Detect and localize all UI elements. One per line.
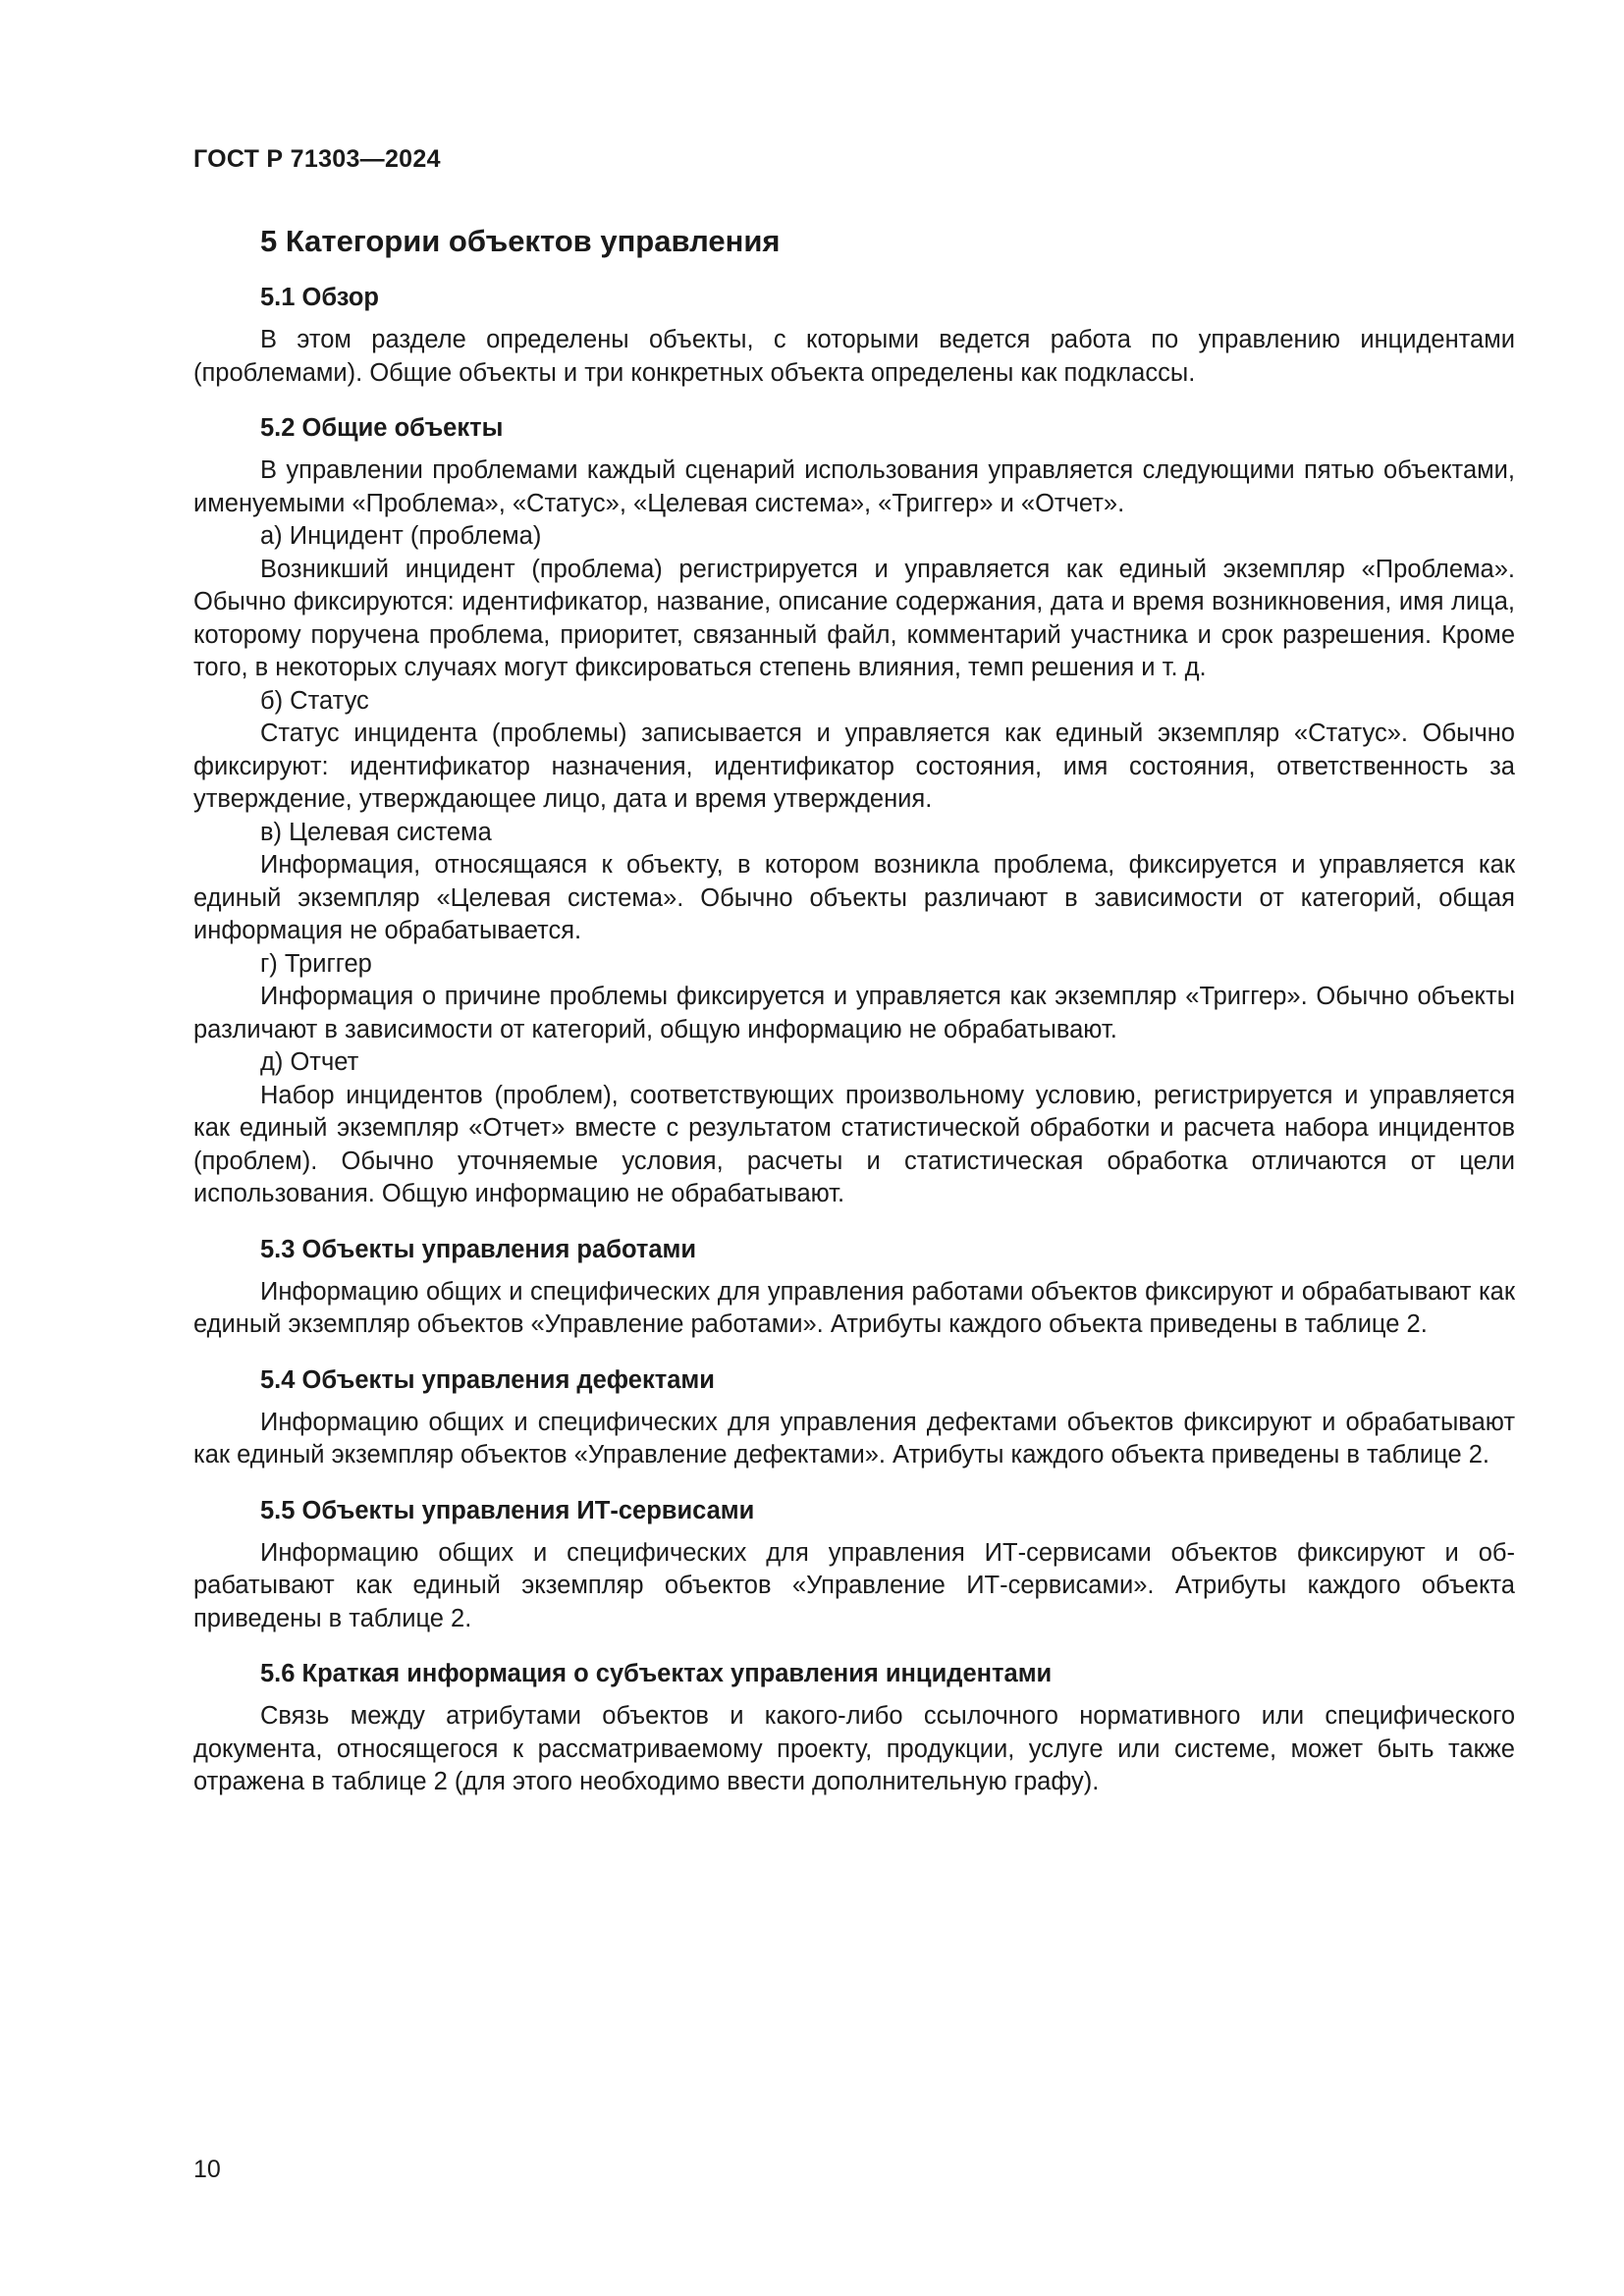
list-item-marker-g: г) Триггер — [260, 949, 372, 978]
subsection-title-5-1: 5.1 Обзор — [260, 284, 379, 311]
subsection-title-5-2: 5.2 Общие объекты — [260, 414, 504, 442]
paragraph-5-3: Информацию общих и специфических для управления работами объектов фиксируют и обрабатывают как единый экземпляр объектов «Управление работами». Атрибуты каждого объекта приведены в таблице 2. — [193, 1277, 1515, 1338]
list-item-marker-v: в) Целевая система — [260, 818, 492, 846]
page-number: 10 — [193, 2156, 221, 2183]
list-item-text-v: Информация, относящаяся к объекту, в котором возникла проблема, фиксируется и управляется как единый экземпляр «Целевая система». Обычно объекты различают в зависимости от категорий, общая информация не обрабатывается. — [193, 851, 1515, 944]
subsection-title-5-5: 5.5 Объекты управления ИТ-сервисами — [260, 1496, 755, 1524]
list-item-marker-d: д) Отчет — [260, 1048, 359, 1076]
paragraph-5-1: В этом разделе определены объекты, с которыми ведется работа по управлению инцидентами (проблемами). Общие объекты и три конкретных объекта определены как подклассы. — [193, 326, 1515, 387]
list-item-text-d: Набор инцидентов (проблем), соответствующих произвольному условию, регистрируется и управляется как единый экземпляр «Отчет» вместе с результатом статистической обработки и расчета набора инцидентов (проблем). Обычно уточняемые условия, расчеты и статистическая обработка отличаются от цели использования. Общую информацию не обрабатывают. — [193, 1081, 1515, 1207]
list-item-text-g: Информация о причине проблемы фиксируется и управляется как экземпляр «Триггер». Обычно объекты различают в зависимости от категорий, общую информацию не обрабатывают. — [193, 983, 1515, 1043]
list-item-marker-b: б) Статус — [260, 686, 369, 715]
subsection-title-5-6: 5.6 Краткая информация о субъектах управления инцидентами — [260, 1660, 1053, 1687]
page-content — [193, 222, 1515, 1799]
document-id-header: ГОСТ Р 71303—2024 — [193, 145, 441, 173]
paragraph-5-6: Связь между атрибутами объектов и какого-либо ссылочного нормативного или специфического документа, относящегося к рассматриваемому проекту, продукции, услуге или системе, может быть также отражена в таблице 2 (для этого необходимо ввести дополнительную графу). — [193, 1702, 1515, 1795]
list-item-marker-a: а) Инцидент (проблема) — [260, 522, 542, 550]
section-title: 5 Категории объектов управления — [260, 224, 781, 258]
subsection-title-5-3: 5.3 Объекты управления работами — [260, 1235, 697, 1263]
subsection-title-5-4: 5.4 Объекты управления дефектами — [260, 1365, 715, 1394]
paragraph-5-4: Информацию общих и специфических для управления дефектами объектов фиксируют и обрабатывают как единый экземпляр объектов «Управление дефектами». Атрибуты каждого объекта приведены в таблице 2. — [193, 1408, 1515, 1468]
paragraph-5-5: Информацию общих и специфических для управления ИТ-сервисами объектов фиксируют и обрабатывают как единый экземпляр объектов «Управление ИТ-сервисами». Атрибуты каждого объекта приведены в таблице 2. — [193, 1538, 1515, 1632]
paragraph-5-2-intro: В управлении проблемами каждый сценарий использования управляется следующими пятью объектами, именуемыми «Проблема», «Статус», «Целевая система», «Триггер» и «Отчет». — [193, 456, 1515, 517]
list-item-text-b: Статус инцидента (проблемы) записывается и управляется как единый экземпляр «Статус». Обычно фиксируют: идентификатор назначения, идентификатор состояния, имя состояния, ответственность за утверждение, утверждающее лицо, дата и время утверждения. — [193, 720, 1515, 813]
list-item-text-a: Возникший инцидент (проблема) регистрируется и управляется как единый экземпляр «Проблема». Обычно фиксируются: идентификатор, название, описание содержания, дата и время возникновения, имя лица, которому поручена проблема, приоритет, связанный файл, комментарий участника и срок разрешения. Кроме того, в некоторых случаях могут фиксироваться степень влияния, темп решения и т. д. — [193, 555, 1515, 681]
